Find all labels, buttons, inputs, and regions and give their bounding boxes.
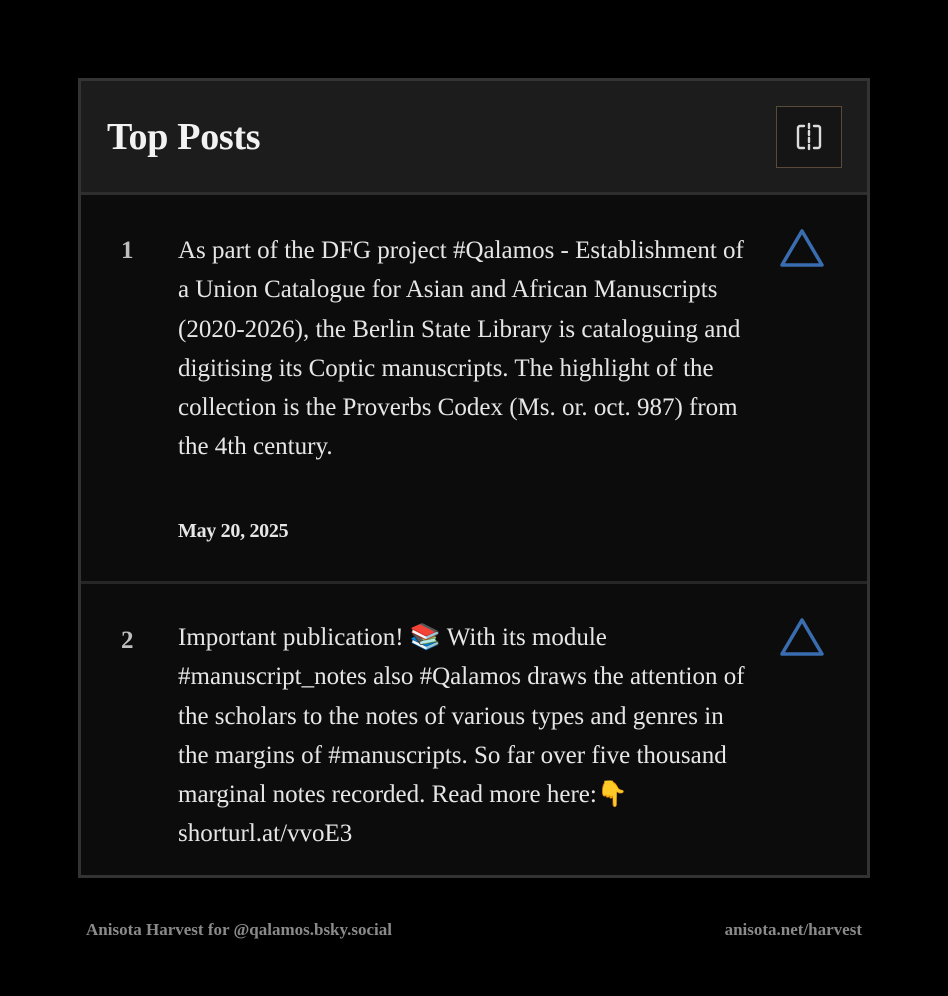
footer-link[interactable]: anisota.net/harvest [724, 920, 862, 939]
page-title: Top Posts [107, 116, 261, 158]
footer-credit: Anisota Harvest for @qalamos.bsky.social [86, 920, 392, 939]
triangle-upvote-icon[interactable] [778, 227, 826, 269]
top-posts-panel [78, 78, 870, 878]
panel-header [81, 81, 867, 195]
post-text: As part of the DFG project #Qalamos - Establishment of a Union Catalogue for Asian and African Manuscripts (2020-2026), the Berlin State Library is cataloguing and digitising its Coptic manuscripts. The highlight of the collection is the Proverbs Codex (Ms. or. oct. 987) from the 4th century. [178, 237, 744, 461]
split-view-button[interactable] [776, 106, 842, 168]
post-item[interactable] [81, 584, 867, 875]
triangle-upvote-icon[interactable] [778, 616, 826, 658]
post-date: May 20, 2025 [178, 520, 289, 542]
post-rank: 1 [121, 237, 134, 264]
post-rank: 2 [121, 627, 134, 654]
split-view-icon [794, 122, 824, 152]
post-item[interactable] [81, 195, 867, 584]
post-text: Important publication! 📚 With its module #manuscript_notes also #Qalamos draws the attention of the scholars to the notes of various types and genres in the margins of #manuscripts. So far over five thousand marginal notes recorded. Read more here:👇 shorturl.at/vvoE3 [178, 624, 745, 848]
